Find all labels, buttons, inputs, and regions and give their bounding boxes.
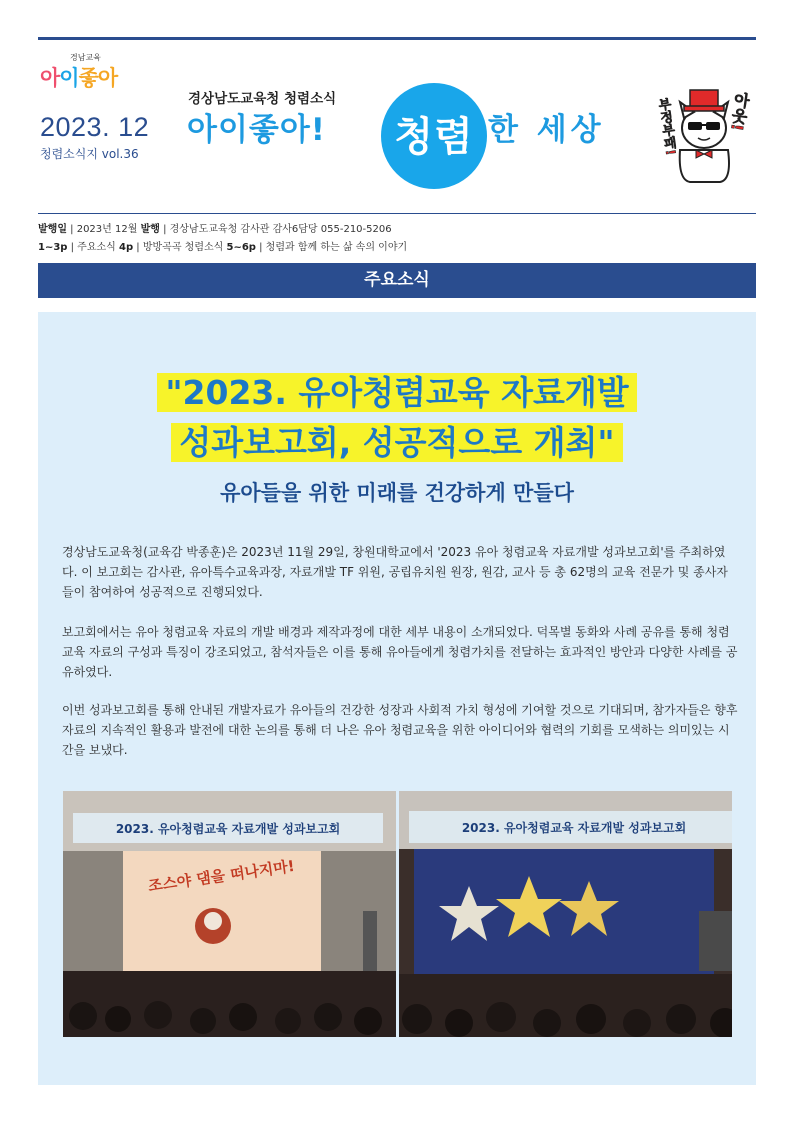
issue-value: | 2023년 12월: [66, 224, 141, 235]
toc-page: 5~6p: [226, 242, 256, 253]
photo-screen-text: 조스야 댐을 떠나지마!: [146, 856, 296, 896]
headline-text: 성과보고회, 성공적으로 개최": [171, 423, 622, 462]
publisher-value: | 경상남도교육청 감사관 감사6담당 055-210-5206: [159, 224, 392, 235]
toc-page: 4p: [119, 242, 134, 253]
article-paragraph: 보고회에서는 유아 청렴교육 자료의 개발 배경과 제작과정에 대한 세부 내용이 소개되었다. 덕목별 동화와 사례 공유를 통해 청렴교육 자료의 구성과 특징이 강조되었고, 참석자들은 이를 통해 유아들에게 청렴가치를 전달하는 효과적인 방안과 다양한 사례를 공유하였다.: [62, 625, 738, 679]
headline-line-1: [0, 367, 794, 414]
article-subtitle: 유아들을 위한 미래를 건강하게 만들다: [220, 481, 574, 505]
mascot-right-text: 아웃!: [727, 90, 752, 133]
section-header: [38, 263, 756, 298]
event-photo-right: [399, 791, 732, 1037]
headline-text: "2023. 유아청렴교육 자료개발: [157, 373, 636, 412]
slogan-circle-text: 청렴: [394, 114, 474, 160]
publication-info: [38, 220, 392, 235]
toc-title: | 청렴과 함께 하는 삶 속의 이야기: [255, 242, 408, 253]
event-photo-left: [63, 791, 396, 1037]
slogan-part-2: 한 세상: [488, 112, 605, 148]
organization-title: 경상남도교육청 청렴소식: [188, 91, 337, 107]
article-paragraph: 이번 성과보고회를 통해 안내된 개발자료가 유아들의 건강한 성장과 사회적 가치 형성에 기여할 것으로 기대되며, 참가자들은 향후 자료의 지속적인 활용과 발전에 대한 논의를 통해 더 나은 유아 청렴교육을 위한 아이디어와 협력의 기회를 모색하는 의미있는 시간을 보냈다.: [62, 703, 738, 757]
slogan-part-1: 아이좋아!: [187, 112, 326, 148]
issue-date: 2023. 12: [40, 112, 150, 142]
headline-line-2: [0, 417, 794, 464]
logo-part-2: 이: [59, 66, 79, 90]
toc-title: | 주요소식: [67, 242, 119, 253]
slogan-circle: [381, 83, 487, 189]
top-rule: [38, 37, 756, 40]
toc-page: 1~3p: [38, 242, 68, 253]
section-title: 주요소식: [364, 270, 430, 290]
photo-banner: 2023. 유아청렴교육 자료개발 성과보고회: [115, 822, 341, 836]
article-paragraph: 경상남도교육청(교육감 박종훈)은 2023년 11월 29일, 창원대학교에서 '2023 유아 청렴교육 자료개발 성과보고회'를 주최하였다. 이 보고회는 감사관, 유아특수교육과장, 자료개발 TF 위원, 공립유치원 원장, 원감, 교사 등 총 62명의 교육 전문가 및 종사자들이 참여하여 성공적으로 진행되었다.: [62, 545, 728, 599]
photo-banner: 2023. 유아청렴교육 자료개발 성과보고회: [461, 821, 687, 835]
brand-logo: [40, 52, 122, 92]
logo-caption: 경남교육: [70, 53, 101, 62]
table-of-contents: [38, 238, 407, 253]
logo-part-1: 아: [40, 66, 60, 90]
mascot-left-text: 부정부패!: [654, 96, 678, 157]
issue-label: 발행일: [38, 224, 67, 235]
issue-volume: 청렴소식지 vol.36: [40, 147, 139, 161]
logo-part-3: 좋아: [78, 66, 118, 90]
publisher-label: 발행: [140, 224, 160, 235]
logo-wordmark: [40, 62, 117, 92]
info-divider: [38, 213, 756, 214]
mascot-illustration: [650, 80, 756, 185]
toc-title: | 방방곡곡 청렴소식: [133, 242, 227, 253]
